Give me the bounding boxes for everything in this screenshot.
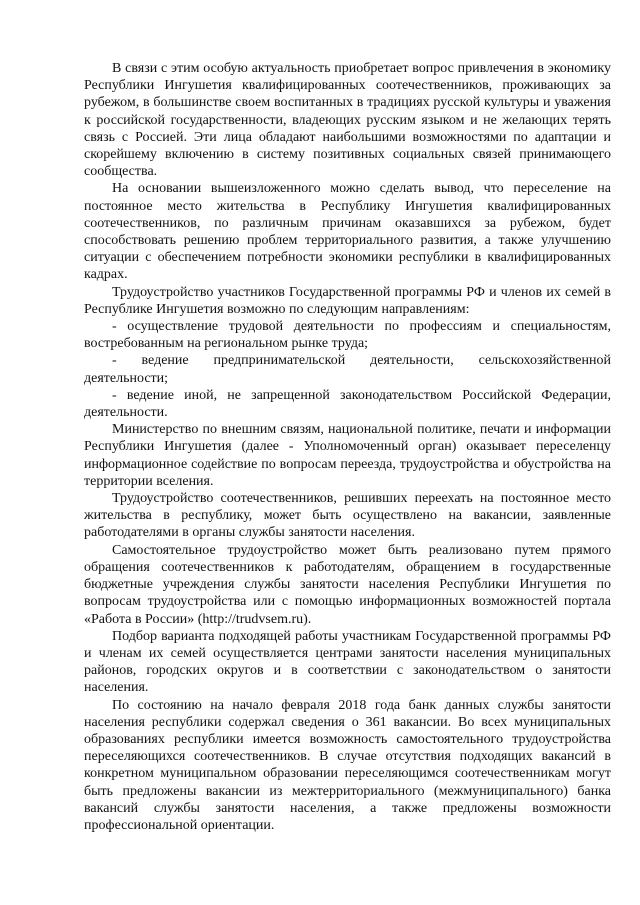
list-item-3: - ведение иной, не запрещенной законодательством Российской Федерации, деятельности. (84, 387, 611, 421)
list-item-1: - осуществление трудовой деятельности по профессиям и специальностям, востребованным на региональном рынке труда; (84, 319, 611, 352)
paragraph-8: По состоянию на начало февраля 2018 года банк данных службы занятости населения республики содержал сведения о 361 вакансии. Во всех муниципальных образованиях республики имеется возможность самостоятельного трудоустройства переселяющихся соотечественников. В случае отсутствия подходящих вакансий в конкретном муниципальном образовании переселяющимся соотечественникам могут быть предложены вакансии из межтерриториального (межмуниципального) банка вакансий службы занятости населения, а также предложены возможности профессиональной ориентации. (84, 697, 611, 833)
paragraph-3: Трудоустройство участников Государственной программы РФ и членов их семей в Республике Ингушетия возможно по следующим направлениям: (84, 284, 611, 317)
paragraph-1: В связи с этим особую актуальность приобретает вопрос привлечения в экономику Республики Ингушетия квалифицированных соотечественников, проживающих за рубежом, в большинстве своем воспитанных в традициях русской культуры и уважения к российской государственности, владеющих русским языком и не желающих терять связь с Россией. Эти лица обладают наибольшими возможностями по адаптации и скорейшему включению в систему позитивных социальных связей принимающего сообщества. (84, 61, 611, 180)
paragraph-7: Подбор варианта подходящей работы участникам Государственной программы РФ и членам их семей осуществляется центрами занятости населения муниципальных районов, городских округов и в соответствии с законодательством о занятости населения. (84, 628, 611, 696)
list-item-2: - ведение предпринимательской деятельности, сельскохозяйственной деятельности; (84, 353, 611, 386)
paragraph-2: На основании вышеизложенного можно сделать вывод, что переселение на постоянное место жительства в Республику Ингушетия квалифицированных соотечественников, по различным причинам оказавшихся за рубежом, будет способствовать решению проблем территориального развития, а также улучшению ситуации с обеспечением потребности экономики республики в квалифицированных кадрах. (84, 181, 611, 283)
paragraph-6: Самостоятельное трудоустройство может быть реализовано путем прямого обращения соотечественников к работодателям, обращением в государственные бюджетные учреждения службы занятости населения Республики Ингушетия по вопросам трудоустройства или с помощью информационных возможностей портала «Работа в России» (http://trudvsem.ru). (84, 542, 611, 627)
paragraph-5: Трудоустройство соотечественников, решивших переехать на постоянное место жительства в республику, может быть осуществлено на вакансии, заявленные работодателями в органы службы занятости населения. (84, 491, 611, 541)
paragraph-4: Министерство по внешним связям, национальной политике, печати и информации Республики Ингушетия (далее - Уполномоченный орган) оказывает переселенцу информационное содействие по вопросам переезда, трудоустройства и обустройства на территории вселения. (84, 422, 611, 489)
